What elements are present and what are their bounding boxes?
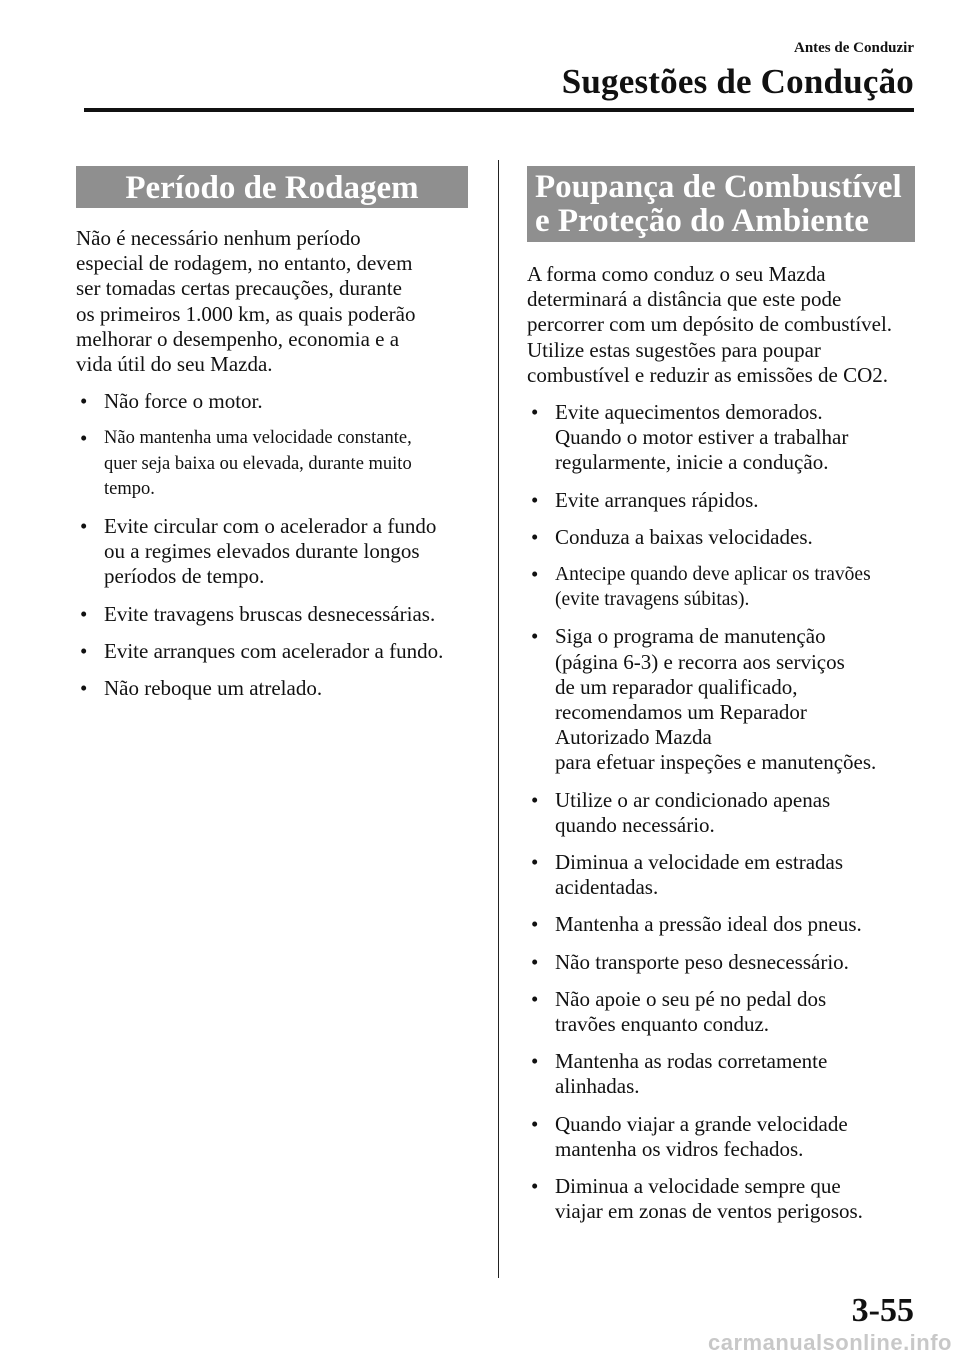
- chapter-label: Antes de Conduzir: [793, 40, 914, 56]
- text-line: acidentadas.: [555, 875, 659, 900]
- text-line: Utilize o ar condicionado apenas: [555, 787, 831, 812]
- text-line: combustível e reduzir as emissões de CO2.: [527, 362, 888, 387]
- bullet-icon: •: [531, 1174, 539, 1199]
- bullet-icon: •: [531, 1049, 539, 1074]
- text-line: Antecipe quando deve aplicar os travões: [555, 564, 871, 586]
- text-line: vida útil do seu Mazda.: [76, 352, 273, 377]
- text-line: Quando viajar a grande velocidade: [555, 1111, 848, 1136]
- text-line: Não force o motor.: [104, 389, 263, 414]
- text-line: Quando o motor estiver a trabalhar: [555, 425, 849, 450]
- text-line: Mantenha a pressão ideal dos pneus.: [555, 912, 862, 937]
- text-line: Diminua a velocidade sempre que: [555, 1174, 841, 1199]
- text-line: especial de rodagem, no entanto, devem: [76, 251, 413, 276]
- bullet-icon: •: [531, 400, 539, 425]
- bullet-icon: •: [80, 601, 88, 626]
- text-line: Utilize estas sugestões para poupar: [527, 337, 821, 362]
- list-item: [527, 987, 915, 1037]
- list-item: [527, 788, 915, 838]
- bullet-icon: •: [531, 624, 539, 649]
- text-line: os primeiros 1.000 km, as quais poderão: [76, 301, 416, 326]
- list-item: [76, 639, 468, 664]
- heading-line: e Proteção do Ambiente: [535, 203, 869, 239]
- watermark-link[interactable]: carmanualsonline.info: [708, 1330, 952, 1355]
- bullet-icon: •: [80, 676, 88, 701]
- text-line: travões enquanto conduz.: [555, 1012, 770, 1037]
- text-line: Não é necessário nenhum período: [76, 226, 361, 250]
- bullet-icon: •: [80, 514, 88, 539]
- text-line: Siga o programa de manutenção: [555, 624, 826, 649]
- heading-line: Poupança de Combustível: [535, 169, 902, 205]
- text-line: Não mantenha uma velocidade constante,: [104, 428, 412, 449]
- text-line: regularmente, inicie a condução.: [555, 450, 829, 475]
- text-line: viajar em zonas de ventos perigosos.: [555, 1199, 863, 1224]
- text-line: períodos de tempo.: [104, 564, 265, 589]
- left-bullet-list: [76, 389, 468, 701]
- list-item: [527, 1049, 915, 1099]
- text-line: alinhadas.: [555, 1074, 640, 1099]
- bullet-icon: •: [531, 949, 539, 974]
- text-line: Não apoie o seu pé no pedal dos: [555, 986, 827, 1011]
- text-line: Evite circular com o acelerador a fundo: [104, 514, 437, 539]
- list-item: [76, 602, 468, 627]
- bullet-icon: •: [531, 487, 539, 512]
- section-title: Sugestões de Condução: [561, 62, 914, 101]
- bullet-icon: •: [531, 787, 539, 812]
- text-line: Evite travagens bruscas desnecessárias.: [104, 601, 436, 626]
- right-column: [527, 166, 915, 1225]
- text-line: melhorar o desempenho, economia e a: [76, 326, 400, 351]
- text-line: ou a regimes elevados durante longos: [104, 539, 420, 564]
- text-line: A forma como conduz o seu Mazda: [527, 262, 826, 286]
- text-line: percorrer com um depósito de combustível.: [527, 312, 893, 337]
- list-item: [527, 1112, 915, 1162]
- text-line: quer seja baixa ou elevada, durante muito: [104, 453, 412, 474]
- bullet-icon: •: [531, 912, 539, 937]
- list-item: [76, 426, 468, 502]
- bullet-icon: •: [531, 986, 539, 1011]
- list-item: [527, 624, 915, 775]
- bullet-icon: •: [80, 638, 88, 663]
- list-item: [76, 676, 468, 701]
- column-divider: [498, 160, 499, 1278]
- text-line: ser tomadas certas precauções, durante: [76, 276, 402, 301]
- text-line: Evite aquecimentos demorados.: [555, 400, 823, 425]
- list-item: [527, 950, 915, 975]
- text-line: tempo.: [104, 478, 155, 499]
- right-bullet-list: [527, 400, 915, 1224]
- list-item: [527, 1174, 915, 1224]
- text-line: Evite arranques rápidos.: [555, 487, 759, 512]
- text-line: Diminua a velocidade em estradas: [555, 850, 844, 875]
- text-line: (página 6-3) e recorra aos serviços: [555, 649, 845, 674]
- text-line: Mantenha as rodas corretamente: [555, 1049, 828, 1074]
- left-heading: Período de Rodagem: [76, 166, 468, 208]
- bullet-icon: •: [80, 389, 88, 414]
- bullet-icon: •: [531, 1111, 539, 1136]
- text-line: Não transporte peso desnecessário.: [555, 949, 849, 974]
- bullet-icon: •: [531, 562, 539, 587]
- list-item: [527, 400, 915, 476]
- list-item: [527, 562, 915, 612]
- text-line: recomendamos um Reparador: [555, 700, 807, 725]
- text-line: quando necessário.: [555, 812, 715, 837]
- text-line: Evite arranques com acelerador a fundo.: [104, 638, 444, 663]
- bullet-icon: •: [531, 524, 539, 549]
- list-item: [527, 850, 915, 900]
- right-intro: [527, 262, 915, 388]
- left-column: [76, 166, 468, 701]
- text-line: determinará a distância que este pode: [527, 287, 842, 312]
- text-line: mantenha os vidros fechados.: [555, 1136, 804, 1161]
- header-rule: [84, 108, 914, 112]
- page-number: 3-55: [851, 1292, 914, 1329]
- text-line: Autorizado Mazda: [555, 725, 712, 750]
- right-heading: [527, 166, 915, 242]
- list-item: [527, 525, 915, 550]
- left-intro: [76, 226, 468, 377]
- list-item: [76, 389, 468, 414]
- text-line: Não reboque um atrelado.: [104, 676, 323, 701]
- text-line: Conduza a baixas velocidades.: [555, 524, 813, 549]
- text-line: para efetuar inspeções e manutenções.: [555, 750, 877, 775]
- list-item: [527, 488, 915, 513]
- list-item: [76, 514, 468, 590]
- bullet-icon: •: [80, 426, 88, 451]
- text-line: de um reparador qualificado,: [555, 674, 798, 699]
- text-line: (evite travagens súbitas).: [555, 589, 750, 611]
- bullet-icon: •: [531, 850, 539, 875]
- list-item: [527, 912, 915, 937]
